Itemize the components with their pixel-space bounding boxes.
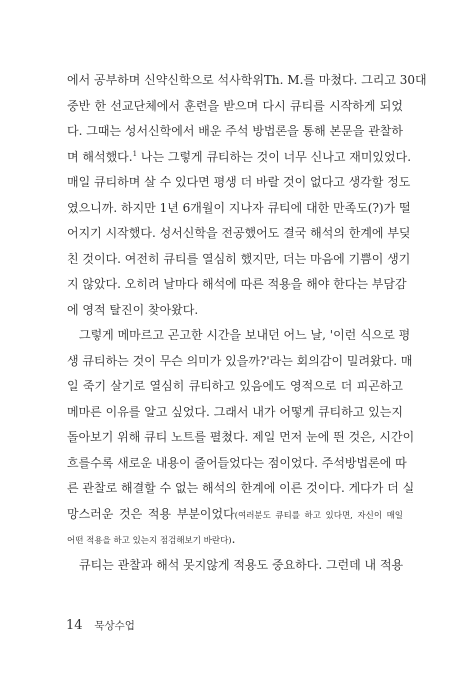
text-line: 큐티는 관찰과 해석 못지않게 적용도 중요하다. 그런데 내 적용 <box>79 557 404 572</box>
text-line <box>67 527 403 553</box>
text-line: 중반 한 선교단체에서 훈련을 받으며 다시 큐티를 시작하게 되었 <box>67 98 403 113</box>
text-line <box>67 145 412 171</box>
aside-text: 어떤 적용을 하고 있는지 점검해보기 바란다) <box>67 536 232 546</box>
text-line: 른 관찰로 해결할 수 없는 해석의 한계에 이른 것이다. 게다가 더 실 <box>67 481 415 495</box>
text-line: 돌아보기 위해 큐티 노트를 펼쳤다. 제일 먼저 눈에 띈 것은, 시간이 <box>67 430 415 444</box>
text-segment: 나는 그렇게 큐티하는 것이 너무 신나고 재미있었다. <box>137 149 412 164</box>
text-segment: 며 해석했다. <box>67 149 133 164</box>
body-text <box>67 68 427 578</box>
text-line: 흐를수록 새로운 내용이 줄어들었다는 점이었다. 주석방법론에 따 <box>67 455 407 470</box>
text-line: 생 큐티하는 것이 무슨 의미가 있을까?'라는 회의감이 밀려왔다. 매 <box>67 353 413 368</box>
text-segment: 망스러운 것은 적용 부분이었다 <box>67 506 235 521</box>
text-line: 에 영적 탈진이 찾아왔다. <box>67 302 199 317</box>
text-line: 메마른 이유를 알고 싶었다. 그래서 내가 어떻게 큐티하고 있는지 <box>67 404 403 419</box>
text-line: 에서 공부하며 신약신학으로 석사학위Th. M.를 마쳤다. 그리고 30대 <box>67 73 427 87</box>
page-number: 14 <box>66 618 83 633</box>
page-footer <box>66 618 135 633</box>
text-line: 그렇게 메마르고 곤고한 시간을 보내던 어느 날, '이런 식으로 평 <box>79 328 411 342</box>
text-line <box>67 502 403 528</box>
text-line: 어지기 시작했다. 성서신학을 전공했어도 결국 해석의 한계에 부딪 <box>67 226 411 240</box>
book-title: 묵상수업 <box>94 620 135 632</box>
text-line: 였으니까. 하지만 1년 6개월이 지나자 큐티에 대한 만족도(?)가 떨 <box>67 200 411 215</box>
text-line: 매일 큐티하며 살 수 있다면 평생 더 바랄 것이 없다고 생각할 정도 <box>67 175 411 189</box>
text-line: 지 않았다. 오히려 날마다 해석에 따른 적용을 해야 한다는 부담감 <box>67 277 407 291</box>
text-segment: . <box>231 532 236 546</box>
text-line: 일 죽기 살기로 열심히 큐티하고 있음에도 영적으로 더 피곤하고 <box>67 379 403 393</box>
aside-text: (여러분도 큐티를 하고 있다면, 자신이 매일 <box>234 510 403 521</box>
text-line: 친 것이다. 여전히 큐티를 열심히 했지만, 더는 마음에 기쁨이 생기 <box>67 251 411 266</box>
text-line: 다. 그때는 성서신학에서 배운 주석 방법론을 통해 본문을 관찰하 <box>67 124 403 138</box>
footnote-marker: 1 <box>132 149 138 158</box>
